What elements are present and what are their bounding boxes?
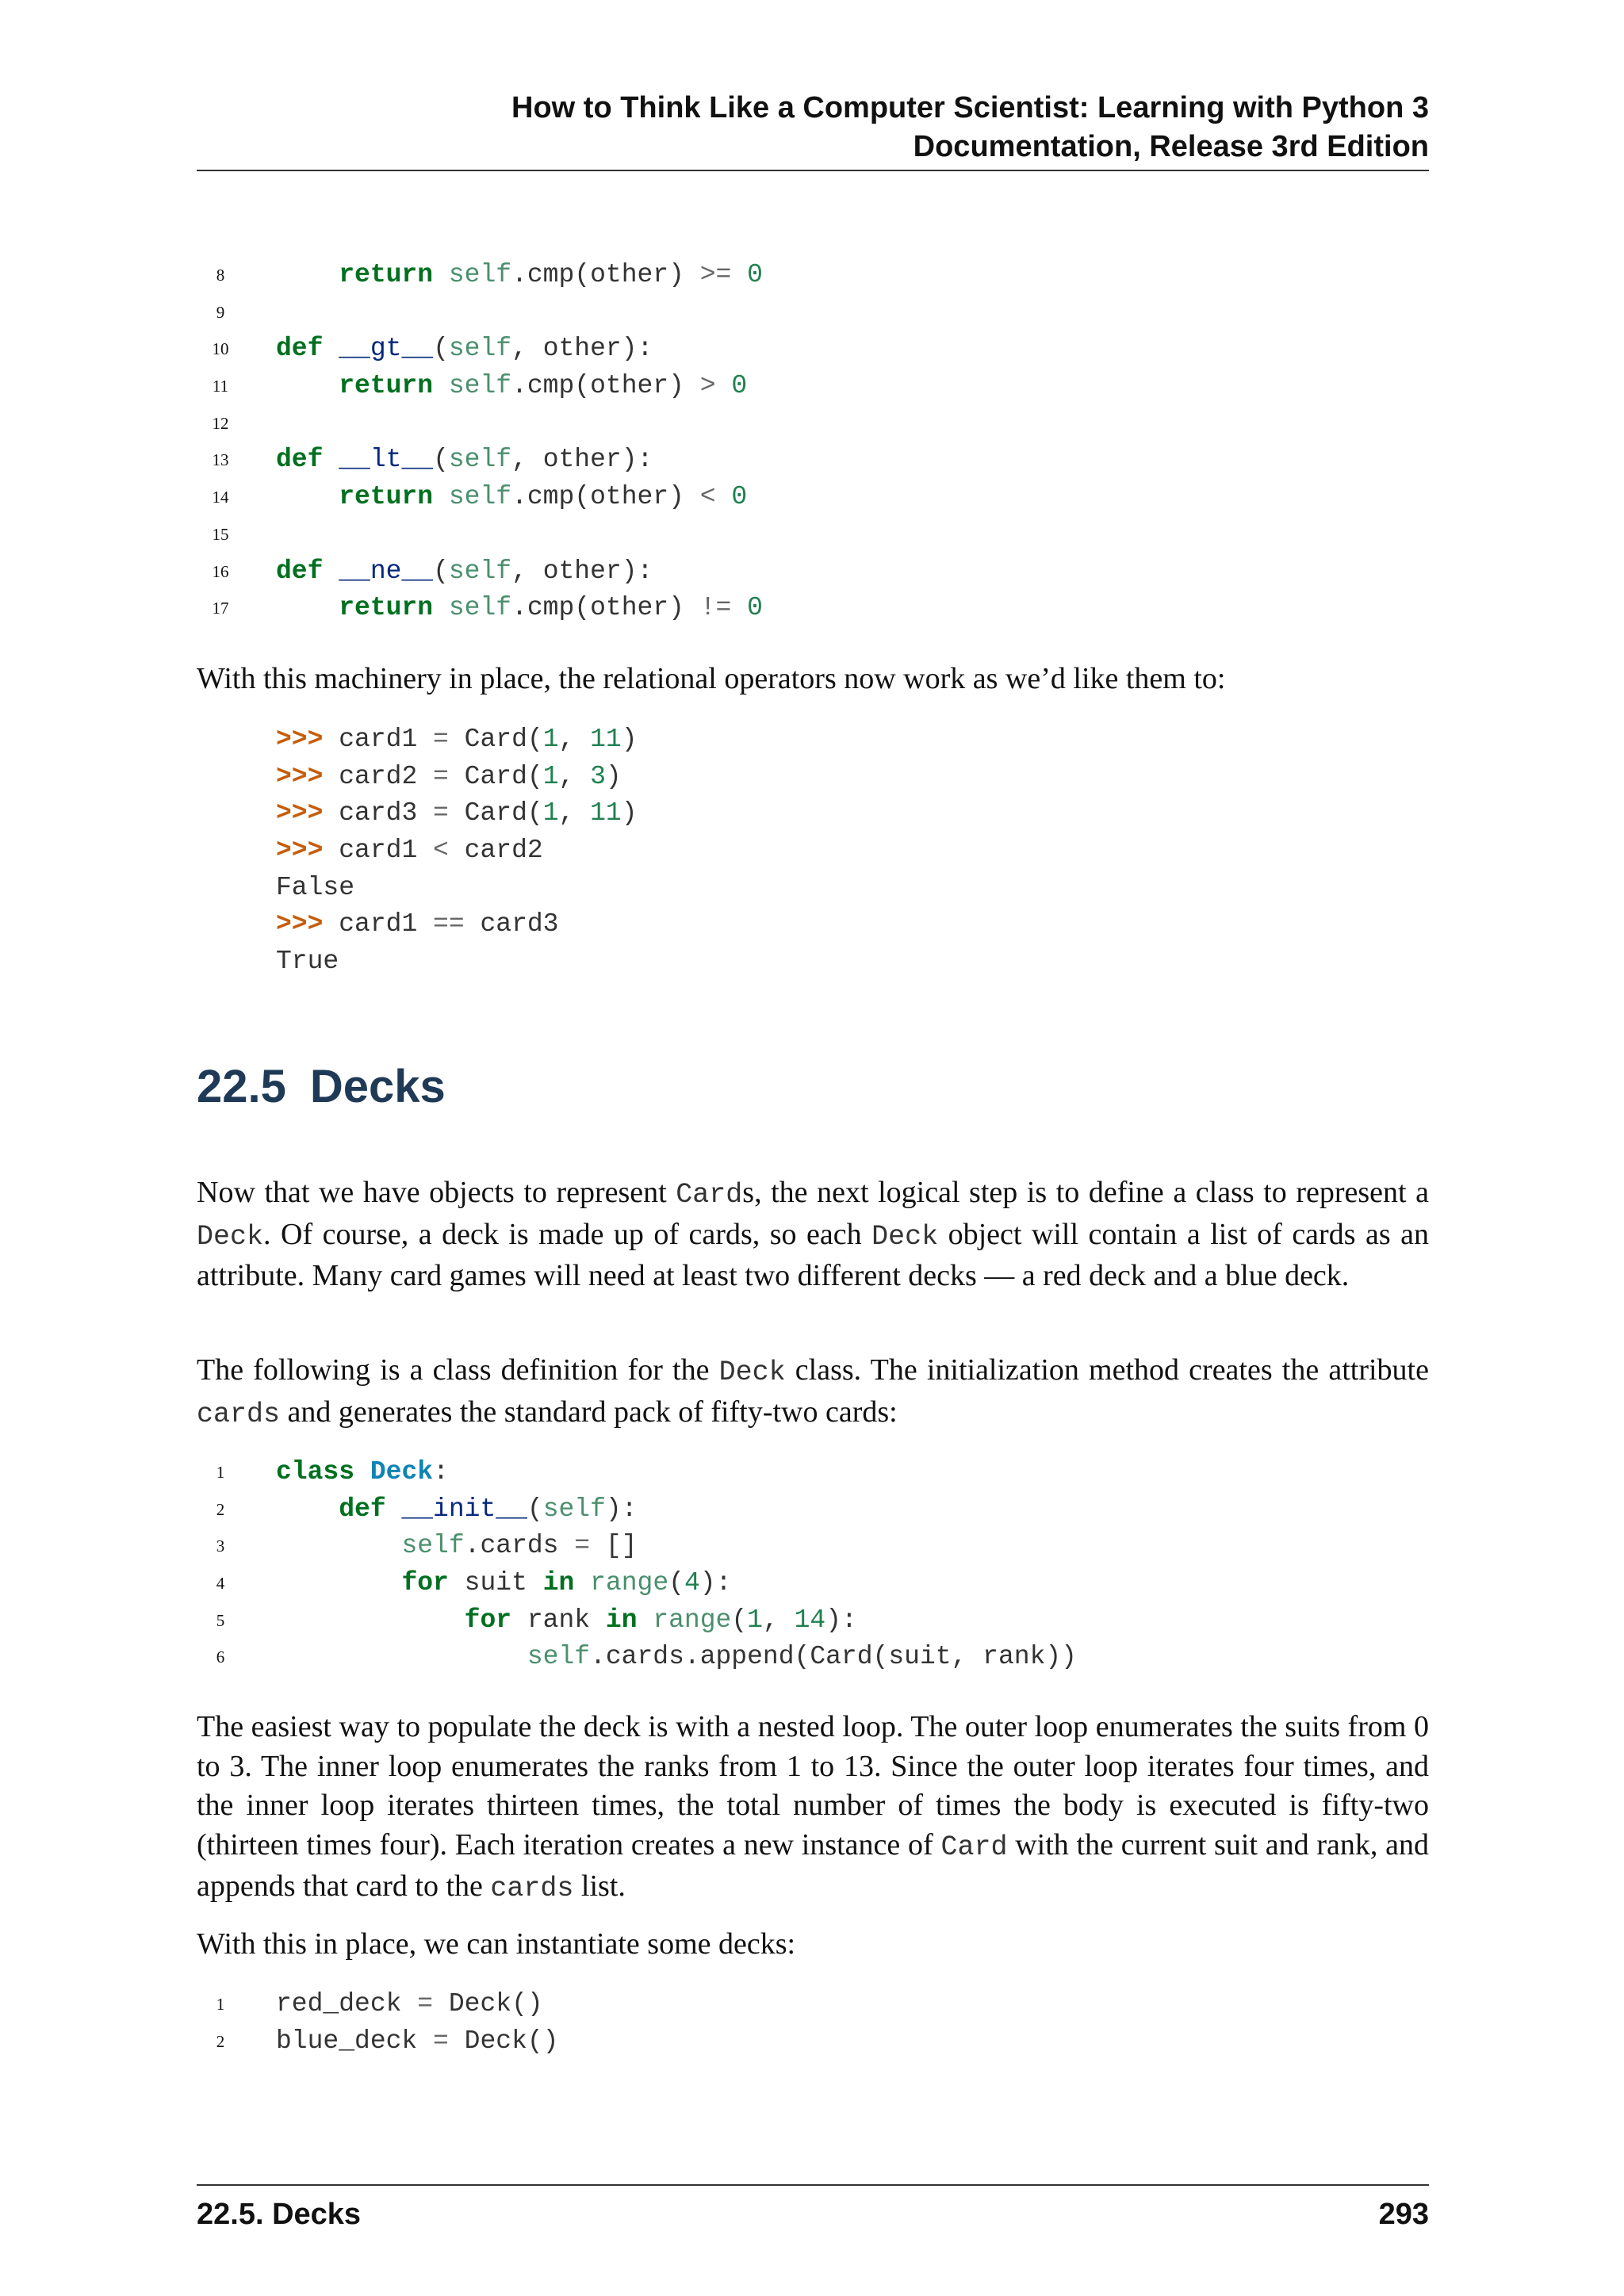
document-page xyxy=(197,0,1429,2296)
section-number: 22.5 xyxy=(197,1061,286,1112)
repl-prompt: >>> xyxy=(276,761,324,791)
repl-line: >>> card1 = Card(1, 11) xyxy=(276,725,638,754)
code-line: 11 return self.cmp(other) > 0 xyxy=(197,368,1429,405)
line-number: 9 xyxy=(216,302,225,322)
code-line: 2 blue_deck = Deck() xyxy=(197,2023,1429,2061)
code-line xyxy=(197,405,1429,442)
line-number: 1 xyxy=(216,1995,225,2014)
repl-output-true: True xyxy=(276,947,339,977)
repl-output xyxy=(197,943,1429,981)
code-block-instantiate xyxy=(197,1986,1429,2060)
code-block-comparison xyxy=(197,257,1429,627)
paragraph-nested-loop: The easiest way to populate the deck is with a nested loop. The outer loop enumerates the suits from 0 to 3. The inner loop enumerates the ranks from 1 to 13. Since the outer loop iterates four times, and the inner loop iterates thirteen times, the total number of times the body is executed is fifty-two (thirteen times four). Each iteration creates a new instance of Card with the current suit and rank, and appends that card to the cards list. xyxy=(197,1710,1429,1904)
repl-line: >>> card1 < card2 xyxy=(276,836,543,866)
running-footer xyxy=(197,2195,1429,2234)
code-line: 5 for rank in range(1, 14): xyxy=(197,1602,1429,1640)
line-number: 12 xyxy=(212,413,229,433)
line-number: 5 xyxy=(216,1610,225,1630)
paragraph-decks-intro: Now that we have objects to represent Cards, the next logical step is to define a class to represent a Deck. Of course, a deck is made up of cards, so each Deck object will contain a list of cards as an attribute. Many card games will need at least two different decks — a red deck and a blue deck. xyxy=(197,1176,1429,1292)
header-divider xyxy=(197,170,1429,171)
code-line: 2 def __init__(self): xyxy=(197,1491,1429,1529)
code-line: 13 def __lt__(self, other): xyxy=(197,442,1429,479)
footer-section: 22.5. Decks xyxy=(197,2198,362,2231)
code-line: 14 return self.cmp(other) < 0 xyxy=(197,479,1429,516)
repl-line: >>> card1 == card3 xyxy=(276,909,559,939)
section-heading xyxy=(197,1059,446,1115)
repl-line: >>> card3 = Card(1, 11) xyxy=(276,798,638,828)
line-number: 1 xyxy=(216,1463,225,1482)
line-number: 17 xyxy=(212,599,229,618)
code-line: 4 for suit in range(4): xyxy=(197,1565,1429,1602)
line-number: 16 xyxy=(212,561,229,581)
repl-prompt: >>> xyxy=(276,909,324,939)
code-line: 10 def __gt__(self, other): xyxy=(197,331,1429,368)
header-title-line-2: Documentation, Release 3rd Edition xyxy=(913,130,1429,163)
repl-line: >>> card2 = Card(1, 3) xyxy=(276,761,622,791)
line-number: 15 xyxy=(212,524,229,544)
repl-prompt: >>> xyxy=(276,798,324,828)
line-number: 2 xyxy=(216,1499,225,1519)
line-number: 6 xyxy=(216,1647,225,1667)
line-number: 11 xyxy=(212,377,229,396)
page-number: 293 xyxy=(1378,2198,1429,2231)
paragraph-relational-operators: With this machinery in place, the relational operators now work as we’d like them to: xyxy=(197,662,1226,695)
repl-output-false: False xyxy=(276,872,355,902)
paragraph-instantiate: With this in place, we can instantiate some decks: xyxy=(197,1927,796,1961)
line-number: 13 xyxy=(212,450,229,470)
line-number: 3 xyxy=(216,1536,225,1556)
line-number: 10 xyxy=(212,339,229,359)
line-number: 4 xyxy=(216,1574,225,1594)
line-number: 2 xyxy=(216,2031,225,2051)
code-line xyxy=(197,516,1429,553)
header-title-line-1: How to Think Like a Computer Scientist: Learning with Python 3 xyxy=(511,91,1429,124)
running-header xyxy=(197,89,1429,166)
code-line xyxy=(197,294,1429,331)
code-block-repl xyxy=(197,721,1429,981)
line-number: 14 xyxy=(212,488,229,507)
code-block-deck-class xyxy=(197,1454,1429,1676)
section-title: Decks xyxy=(309,1061,446,1112)
code-line: 17 return self.cmp(other) != 0 xyxy=(197,590,1429,627)
line-number: 8 xyxy=(216,266,225,285)
code-line: 16 def __ne__(self, other): xyxy=(197,553,1429,591)
code-line: 1 red_deck = Deck() xyxy=(197,1986,1429,2023)
footer-divider xyxy=(197,2184,1429,2186)
repl-prompt: >>> xyxy=(276,725,324,754)
repl-output xyxy=(197,870,1429,907)
code-line: 8 return self.cmp(other) >= 0 xyxy=(197,257,1429,294)
code-line: 3 self.cards = [] xyxy=(197,1528,1429,1565)
code-line: 6 self.cards.append(Card(suit, rank)) xyxy=(197,1639,1429,1676)
repl-prompt: >>> xyxy=(276,836,324,866)
paragraph-class-definition: The following is a class definition for the Deck class. The initialization method creates the attribute cards and generates the standard pack of fifty-two cards: xyxy=(197,1353,1429,1430)
code-line: 1 class Deck: xyxy=(197,1454,1429,1491)
